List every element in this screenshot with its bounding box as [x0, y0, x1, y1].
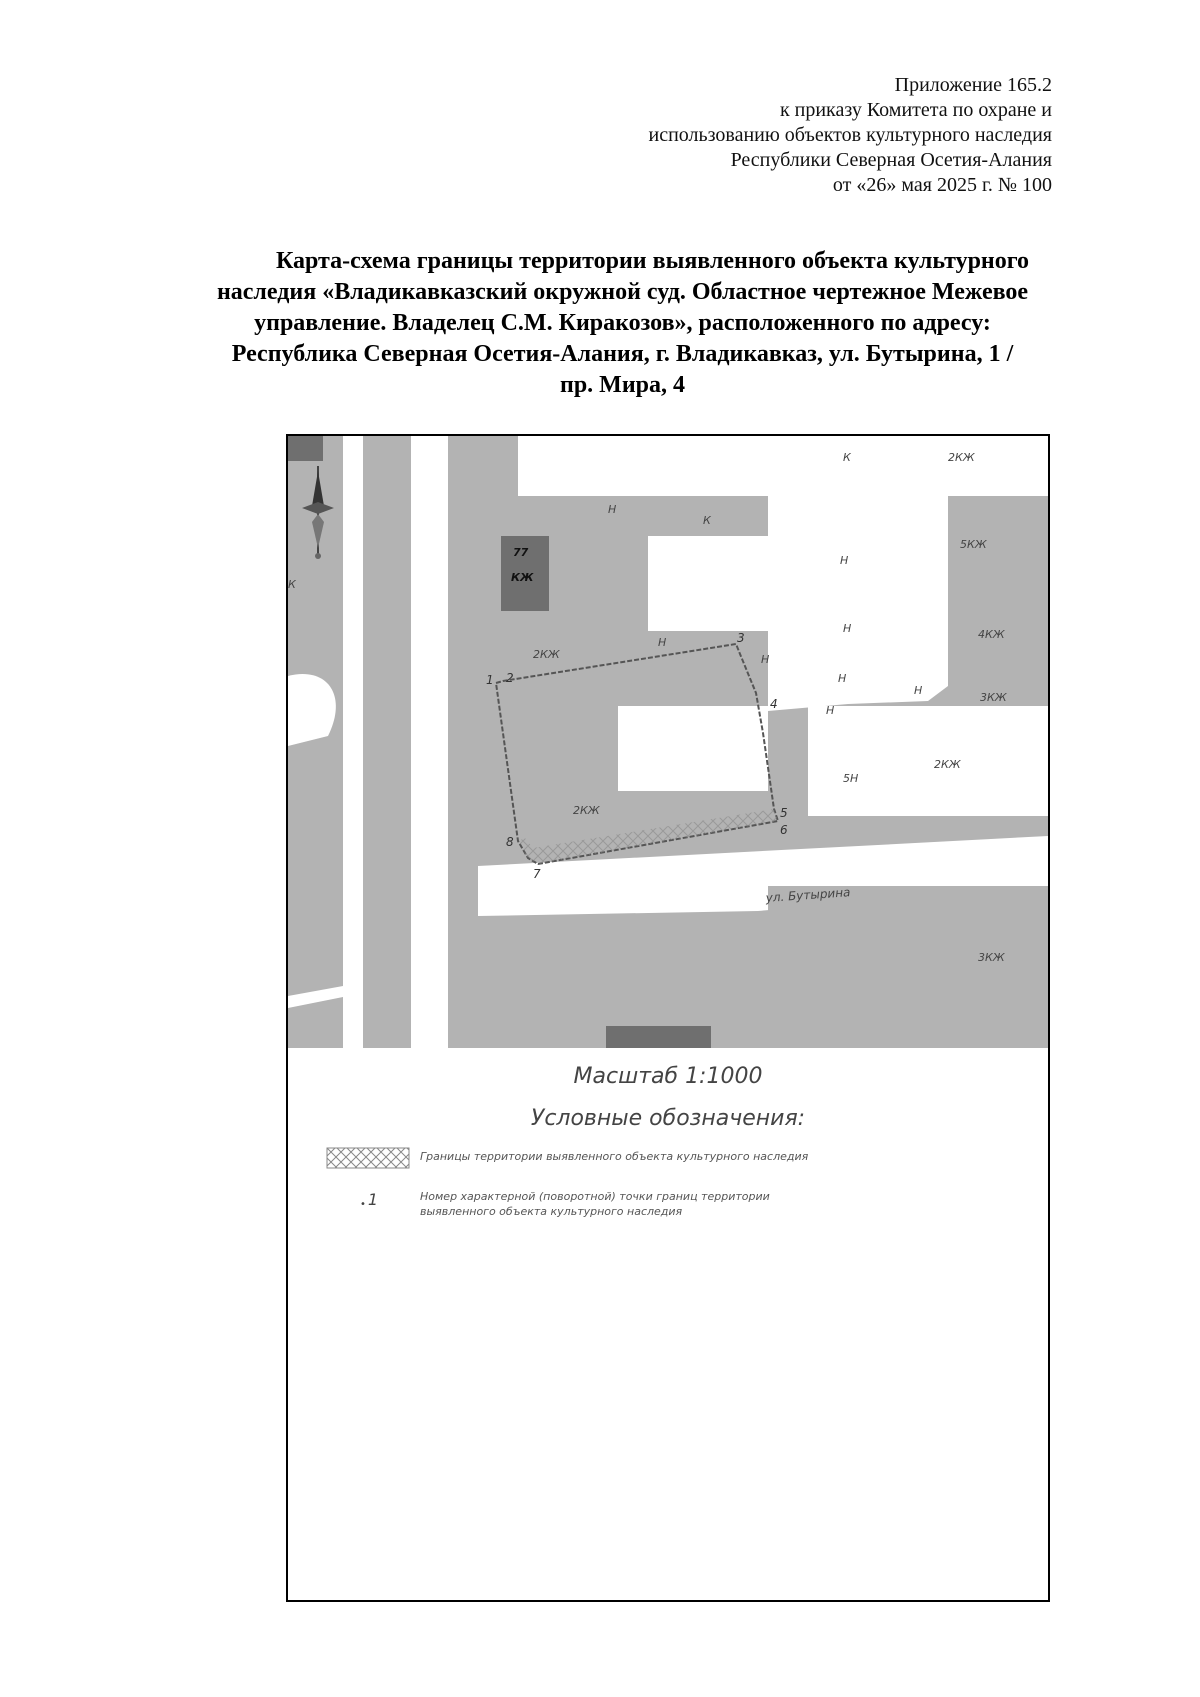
yard-east-strip — [648, 536, 768, 631]
label-b10: Н — [608, 503, 617, 516]
label-b12: Н — [840, 554, 849, 567]
label-b3: 4КЖ — [978, 628, 1005, 641]
legend-point-number: 1 — [367, 1190, 379, 1209]
label-b16: Н — [826, 704, 835, 717]
appendix-header — [649, 73, 1053, 198]
legend-heading: Условные обозначения: — [530, 1106, 806, 1131]
building-nw-dark — [288, 436, 323, 461]
label-b21n: 77 — [513, 546, 529, 559]
point-4: 4 — [770, 697, 778, 711]
inner-courtyard — [618, 706, 768, 791]
point-5: 5 — [780, 806, 788, 820]
building-south-dark — [606, 1026, 711, 1048]
point-3: 3 — [737, 631, 745, 645]
label-b2: 5КЖ — [960, 538, 987, 551]
street-label: ул. Бутырина — [765, 885, 851, 905]
yard-lower-east — [808, 706, 1048, 816]
label-b11: Н — [658, 636, 667, 649]
label-b14: Н — [761, 653, 770, 666]
point-2: 2 — [506, 671, 514, 685]
title-line-1: Карта-схема границы территории выявленного объекта культурного — [275, 248, 1030, 274]
strip-west — [363, 436, 411, 1048]
legend-item-point-line-1: Номер характерной (поворотной) точки границ территории — [420, 1190, 770, 1203]
label-b18: К — [703, 514, 711, 527]
point-8: 8 — [506, 835, 514, 849]
title-line-5: пр. Мира, 4 — [559, 372, 685, 398]
legend-item-boundary: Границы территории выявленного объекта культурного наследия — [420, 1150, 809, 1163]
label-b9: 5Н — [843, 772, 859, 785]
sidewalk-west — [343, 436, 363, 1048]
label-b15: Н — [838, 672, 847, 685]
label-b6: 3КЖ — [978, 951, 1005, 964]
label-b1: 2КЖ — [948, 451, 975, 464]
median-mira — [448, 436, 478, 1048]
appendix-line-3: использованию объектов культурного наследия — [648, 124, 1052, 146]
legend-item-point-line-2: выявленного объекта культурного наследия — [420, 1205, 683, 1218]
title-line-4: Республика Северная Осетия-Алания, г. Владикавказ, ул. Бутырина, 1 / — [231, 341, 1014, 367]
point-1: 1 — [486, 673, 494, 687]
label-b8: 2КЖ — [533, 648, 560, 661]
label-b17: Н — [914, 684, 923, 697]
appendix-line-1: Приложение 165.2 — [894, 74, 1052, 96]
label-b4: 3КЖ — [980, 691, 1007, 704]
label-b13: Н — [843, 622, 852, 635]
point-7: 7 — [533, 867, 541, 881]
boundary-swatch-icon — [326, 1147, 410, 1169]
legend-point-symbol — [360, 1190, 378, 1209]
label-b7: 2КЖ — [573, 804, 600, 817]
title-line-2: наследия «Владикавказский окружной суд. Областное чертежное Межевое — [216, 279, 1029, 305]
document-title — [140, 246, 1105, 401]
map-frame — [286, 434, 1050, 1602]
point-6: 6 — [780, 823, 788, 837]
yard-northeast — [768, 496, 948, 711]
gap-east — [908, 606, 938, 676]
site-map — [288, 436, 1048, 1048]
courtyard-north — [518, 436, 1048, 496]
appendix-line-2: к приказу Комитета по охране и — [779, 99, 1052, 121]
legend-item-point — [420, 1189, 860, 1219]
title-line-3: управление. Владелец С.М. Киракозов», расположенного по адресу: — [254, 310, 991, 336]
label-b5: 2КЖ — [934, 758, 961, 771]
label-b21: КЖ — [511, 571, 534, 584]
label-b20: К — [288, 578, 296, 591]
map-scale: Масштаб 1:1000 — [573, 1064, 763, 1089]
appendix-line-5: от «26» мая 2025 г. № 100 — [832, 174, 1052, 196]
appendix-line-4: Республики Северная Осетия-Алания — [730, 149, 1052, 171]
point-dot-icon: • — [360, 1199, 366, 1210]
label-b19: К — [843, 451, 851, 464]
